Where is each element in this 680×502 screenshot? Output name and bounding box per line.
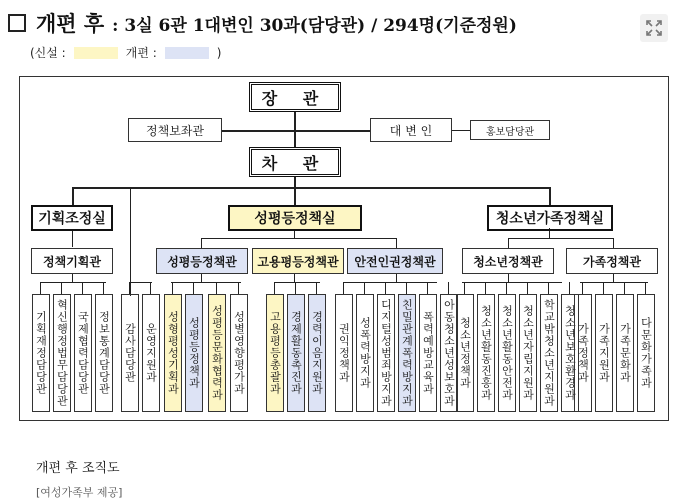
bureau-youth-policy: 청소년정책관 [462, 248, 554, 274]
bureau-safety-rights: 안전인권정책관 [347, 248, 443, 274]
figure-source: [여성가족부 제공] [36, 486, 123, 499]
department-box: 학교밖청소년지원과 [540, 294, 558, 412]
department-box: 권익정책과 [335, 294, 353, 412]
bureau-employment-equality: 고용평등정책관 [252, 248, 344, 274]
bureau-gender-policy: 성평등정책관 [156, 248, 248, 274]
department-box: 성별영향평가과 [230, 294, 248, 412]
department-box: 폭력예방교육과 [419, 294, 437, 412]
page-title: 개편 후 [36, 12, 105, 36]
pr-officer-box: 홍보담당관 [470, 120, 550, 140]
figure-caption: 개편 후 조직도 [36, 461, 120, 476]
spokesperson-box: 대 변 인 [370, 118, 452, 142]
department-box: 성평등정책과 [185, 294, 203, 412]
department-box: 정보통계담당관 [95, 294, 113, 412]
department-box: 가족문화과 [616, 294, 634, 412]
department-box: 성폭력방지과 [356, 294, 374, 412]
department-box: 운영지원과 [142, 294, 160, 412]
department-box: 청소년자립지원과 [519, 294, 537, 412]
department-box: 청소년활동진흥과 [477, 294, 495, 412]
office-planning: 기획조정실 [31, 205, 113, 231]
department-box: 기획재정담당관 [32, 294, 50, 412]
office-gender-equality: 성평등정책실 [228, 205, 362, 231]
department-box: 가족지원과 [595, 294, 613, 412]
policy-aide-box: 정책보좌관 [128, 118, 222, 142]
vice-minister-box: 차 관 [249, 147, 341, 177]
department-box: 다문화가족과 [637, 294, 655, 412]
office-youth-family: 청소년가족정책실 [487, 205, 613, 231]
department-box: 혁신행정법무담당관 [53, 294, 71, 412]
department-box: 친밀관계폭력방지과 [398, 294, 416, 412]
bureau-policy-planning: 정책기획관 [31, 248, 113, 274]
department-box: 디지털성범죄방지과 [377, 294, 395, 412]
legend-new-label: (신설 : [30, 46, 66, 60]
department-box: 청소년보호환경과 [561, 294, 579, 412]
department-box: 성평등문화협력과 [208, 294, 226, 412]
legend-reorg-label: 개편 : [125, 46, 157, 60]
department-box: 가족정책과 [574, 294, 592, 412]
department-box: 고용평등총괄과 [266, 294, 284, 412]
department-box: 아동청소년성보호과 [440, 294, 458, 412]
department-box: 국제협력담당관 [74, 294, 92, 412]
department-box: 청소년활동안전과 [498, 294, 516, 412]
page-subtitle: : 3실 6관 1대변인 30과(담당관) / 294명(기준정원) [112, 15, 517, 36]
department-box: 경력이음지원과 [308, 294, 326, 412]
minister-box: 장 관 [249, 82, 341, 112]
legend-close: ) [216, 45, 222, 60]
department-box: 경제활동촉진과 [287, 294, 305, 412]
department-box: 성형평성기획과 [164, 294, 182, 412]
department-box: 청소년정책과 [456, 294, 474, 412]
bureau-family-policy: 가족정책관 [566, 248, 658, 274]
department-box: 감사담당관 [121, 294, 139, 412]
